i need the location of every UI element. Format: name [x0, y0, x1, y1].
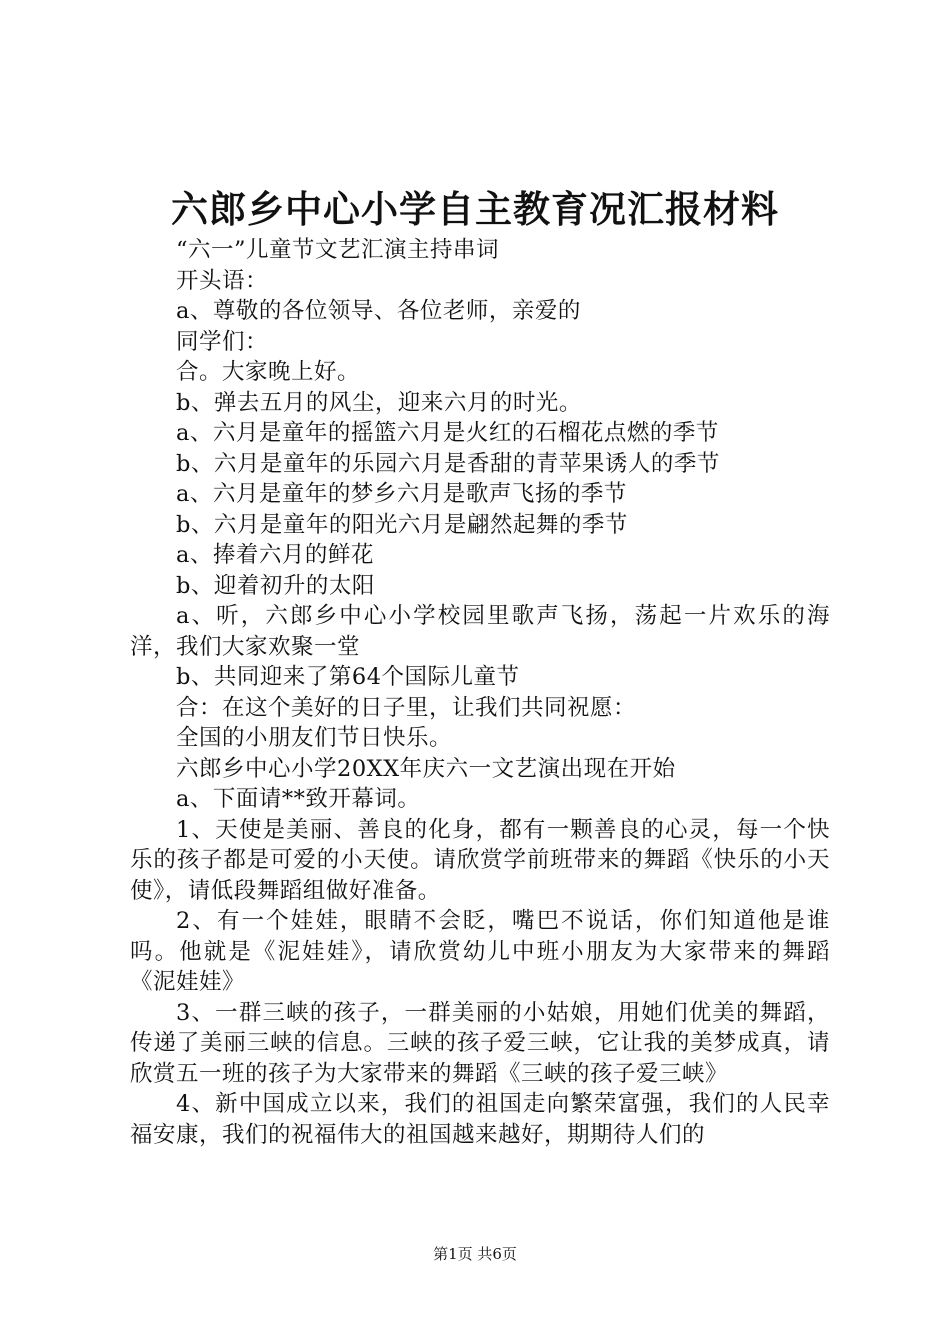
paragraph: 开头语： [176, 267, 269, 294]
paragraph: a、下面请**致开幕词。 [176, 786, 421, 812]
paragraph: a、六月是童年的摇篮六月是火红的石榴花点燃的季节 [176, 420, 719, 446]
paragraph: 六郎乡中心小学20XX年庆六一文艺演出现在开始 [176, 755, 676, 782]
paragraph: 全国的小朋友们节日快乐。 [176, 725, 453, 751]
paragraph: b、弹去五月的风尘，迎来六月的时光。 [176, 389, 582, 416]
document-title: 六郎乡中心小学自主教育况汇报材料 [171, 187, 779, 231]
paragraph: 4、新中国成立以来，我们的祖国走向繁荣富强，我们的人民幸福安康，我们的祝福伟大的祖国越来越好，期期待人们的 [130, 1091, 830, 1148]
paragraph: b、六月是童年的乐园六月是香甜的青苹果诱人的季节 [176, 450, 720, 477]
paragraph: b、共同迎来了第64个国际儿童节 [176, 664, 520, 690]
paragraph: a、听，六郎乡中心小学校园里歌声飞扬，荡起一片欢乐的海洋，我们大家欢聚一堂 [130, 603, 830, 660]
paragraph: a、六月是童年的梦乡六月是歌声飞扬的季节 [176, 481, 627, 507]
page-footer: 第1页 共6页 [433, 1245, 517, 1263]
paragraph: b、迎着初升的太阳 [176, 572, 375, 599]
paragraph: a、尊敬的各位领导、各位老师，亲爱的 [176, 298, 581, 324]
paragraph: 同学们： [176, 328, 269, 355]
paragraph: 1、天使是美丽、善良的化身，都有一颗善良的心灵，每一个快乐的孩子都是可爱的小天使。请欣赏学前班带来的舞蹈《快乐的小天使》，请低段舞蹈组做好准备。 [130, 816, 830, 904]
paragraph: a、捧着六月的鲜花 [176, 542, 374, 568]
paragraph: 2、有一个娃娃，眼睛不会眨，嘴巴不说话，你们知道他是谁吗。他就是《泥娃娃》，请欣赏幼儿中班小朋友为大家带来的舞蹈《泥娃娃》 [130, 908, 830, 995]
paragraph: 合。大家晚上好。 [176, 359, 361, 385]
paragraph: b、六月是童年的阳光六月是翩然起舞的季节 [176, 511, 628, 538]
document-body [130, 235, 830, 1150]
paragraph: 3、一群三峡的孩子，一群美丽的小姑娘，用她们优美的舞蹈，传递了美丽三峡的信息。三峡的孩子爱三峡，它让我的美梦成真，请欣赏五一班的孩子为大家带来的舞蹈《三峡的孩子爱三峡》 [130, 999, 830, 1087]
paragraph: “六一”儿童节文艺汇演主持串词 [176, 237, 500, 263]
paragraph: 合：在这个美好的日子里，让我们共同祝愿： [176, 694, 637, 721]
